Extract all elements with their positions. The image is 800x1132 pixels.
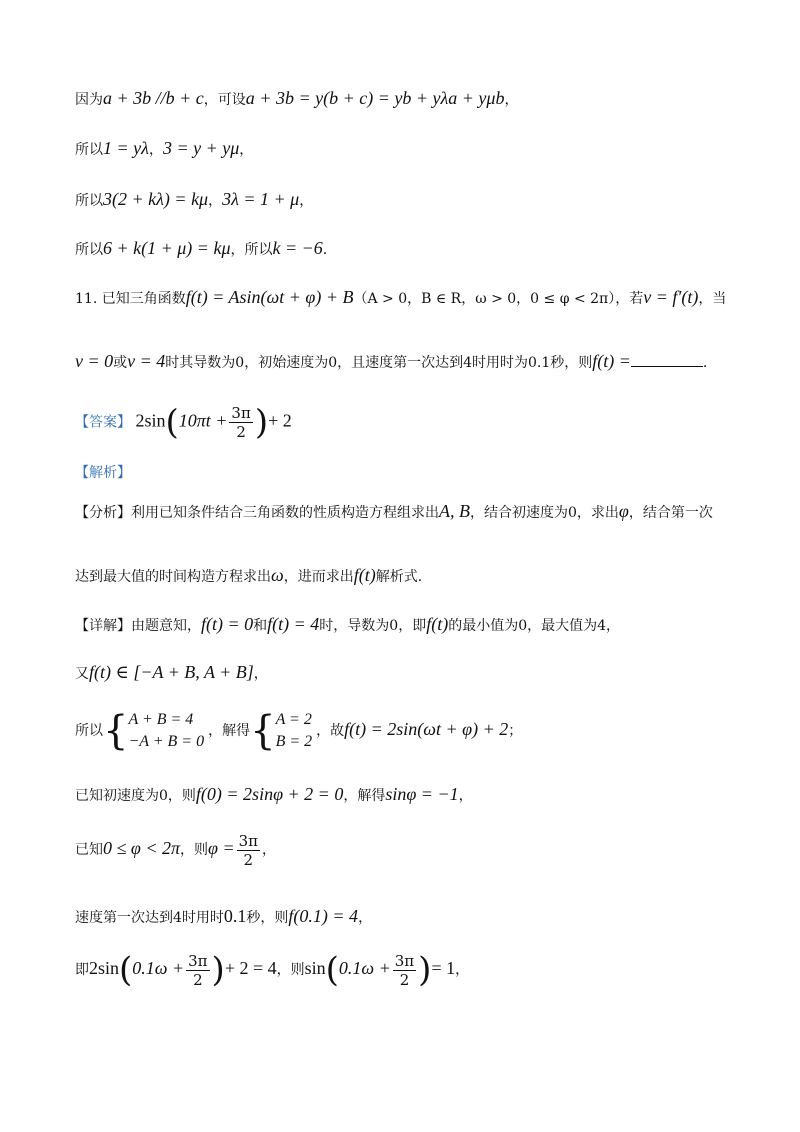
answer-tag: 【答案】: [75, 414, 131, 431]
math-expression: 3 = y + yμ: [162, 138, 240, 158]
text: ，故: [316, 723, 345, 739]
text: .: [322, 242, 328, 258]
math-expression: f(0.1) = 4: [288, 906, 359, 926]
math-expression: + 2 = 4: [224, 958, 277, 978]
text: 达到最大值的时间构造方程求出: [75, 569, 271, 585]
question-11-line-2: [75, 349, 707, 375]
text: 或: [113, 355, 128, 371]
math-expression: φ =: [208, 838, 235, 858]
text-line: [75, 236, 327, 262]
fraction-denominator: 2: [399, 970, 410, 989]
math-expression: 10πt +: [178, 410, 228, 431]
text: 解析式.: [375, 569, 423, 585]
math-expression: f(t) = 4: [267, 614, 320, 634]
right-paren: ): [418, 950, 432, 990]
math-expression: f(t) = 2sin(ωt + φ) + 2: [344, 719, 509, 739]
fraction: [393, 952, 416, 989]
text: ，进而求出: [283, 569, 354, 585]
math-expression: 6 + k(1 + μ) = kμ: [103, 238, 231, 258]
left-brace: {: [103, 708, 129, 754]
text: 利用已知条件结合三角函数的性质构造方程组求出: [131, 505, 439, 521]
math-expression: f(t): [426, 614, 449, 634]
equation: A + B = 4: [128, 711, 194, 728]
text: 所以: [75, 242, 103, 258]
math-expression: f(t) ∈ [−A + B, A + B]: [89, 662, 254, 682]
fraction-numerator: 3π: [231, 404, 251, 422]
left-paren: (: [165, 402, 179, 443]
math-expression: φ: [618, 501, 629, 521]
right-paren: ): [211, 950, 225, 990]
text: 秒，则: [246, 910, 289, 926]
fraction-denominator: 2: [193, 970, 203, 989]
math-expression: ω: [271, 565, 284, 585]
math-expression: 2sin: [135, 410, 166, 431]
text: ，: [455, 962, 470, 978]
math-expression: sin: [304, 958, 326, 978]
math-expression: A, B: [439, 501, 470, 521]
text: ，: [148, 142, 163, 158]
text: 又: [75, 666, 89, 682]
math-expression: 0.1ω +: [338, 958, 391, 978]
text: ，: [504, 92, 519, 108]
text: ，: [239, 142, 254, 158]
math-expression: f(t) =: [592, 351, 631, 371]
fenxi-line-1: [75, 499, 713, 525]
text-line: [75, 86, 518, 112]
text: 的最小值为0，最大值为4，: [448, 618, 621, 634]
math-expression: a + 3b //b + c: [103, 88, 204, 108]
text: ，: [208, 193, 223, 209]
equation: −A + B = 0: [128, 733, 205, 750]
math-expression: 3(2 + kλ) = kμ: [103, 189, 209, 209]
text: ，所以: [230, 242, 273, 258]
detail-line: [75, 612, 620, 638]
math-expression: 2sin: [89, 958, 120, 978]
text: ，结合初速度为0，求出: [470, 505, 619, 521]
left-paren: (: [325, 950, 339, 990]
text: 所以: [75, 193, 103, 209]
fraction-numerator: 3π: [394, 951, 415, 970]
math-expression: v = 4: [127, 351, 166, 371]
text: 由题意知，: [131, 618, 201, 634]
text: ，解得: [343, 788, 386, 804]
math-expression: 0 ≤ φ < 2π: [103, 838, 181, 858]
analysis-tag: 【解析】: [75, 465, 131, 481]
text: 速度第一次达到4时用时: [75, 910, 224, 926]
text: ，: [358, 910, 373, 926]
text: ，当: [698, 291, 727, 307]
text-line: [75, 904, 372, 930]
text: ，则: [276, 962, 305, 978]
math-expression: k = −6: [272, 238, 323, 258]
text: ，: [262, 842, 277, 858]
text: ；: [508, 723, 523, 739]
math-expression: f(t) = Asin(ωt + φ) + B: [185, 287, 354, 307]
fenxi-line-2: [75, 563, 422, 589]
right-paren: ): [254, 402, 269, 443]
equation-system: [276, 709, 313, 753]
text: 和: [253, 618, 268, 634]
question-number: 11. 已知三角函数: [75, 291, 186, 307]
fraction: [237, 832, 260, 869]
text: 所以: [75, 142, 103, 158]
text: 时其导数为0，初始速度为0，且速度第一次达到4时用时为0.1秒，则: [165, 355, 593, 371]
system-line: [75, 707, 522, 753]
text-line: [75, 136, 253, 162]
detail-tag: 【详解】: [75, 618, 131, 634]
text: .: [702, 355, 708, 371]
math-expression: 1 = yλ: [103, 138, 149, 158]
text-line: [75, 782, 473, 808]
math-expression: f(0) = 2sinφ + 2 = 0: [195, 784, 344, 804]
fraction: [229, 404, 252, 441]
question-11-line-1: [75, 285, 726, 311]
math-expression: + 2: [268, 410, 292, 431]
text: 时，导数为0，即: [319, 618, 427, 634]
equation: B = 2: [275, 733, 313, 750]
fraction: [186, 952, 209, 989]
fraction-denominator: 2: [236, 423, 246, 441]
analysis-line: [75, 461, 131, 485]
text: ，可设: [203, 92, 246, 108]
equation-system: [128, 709, 204, 753]
answer-line: [75, 404, 292, 441]
text: 已知初速度为0，则: [75, 788, 196, 804]
text: 即: [75, 962, 89, 978]
text: ，: [253, 666, 268, 682]
text: 已知: [75, 842, 103, 858]
text-line: [75, 828, 276, 870]
math-expression: 0.1: [223, 906, 247, 926]
math-expression: f(t) = 0: [201, 614, 254, 634]
text: 因为: [75, 92, 103, 108]
answer-blank: [631, 352, 703, 367]
equation: A = 2: [275, 711, 312, 728]
fraction-denominator: 2: [243, 850, 254, 869]
text: 所以: [75, 723, 103, 739]
left-paren: (: [119, 950, 133, 990]
left-brace: {: [250, 708, 276, 754]
text-line: [75, 946, 469, 992]
math-expression: f(t): [353, 565, 376, 585]
math-expression: 0.1ω +: [132, 958, 185, 978]
text: ，: [299, 193, 314, 209]
text: ，: [458, 788, 473, 804]
text: ，解得: [208, 723, 251, 739]
math-expression: = 1: [431, 958, 456, 978]
math-expression: sinφ = −1: [385, 784, 459, 804]
text: （A > 0，B ∈ R，ω > 0，0 ≤ φ < 2π），若: [353, 291, 644, 307]
fraction-numerator: 3π: [238, 831, 259, 850]
math-expression: v = f′(t): [643, 287, 699, 307]
text: ，结合第一次: [628, 505, 713, 521]
text-line: [75, 187, 313, 213]
math-expression: a + 3b = y(b + c) = yb + yλa + yμb: [245, 88, 505, 108]
math-expression: v = 0: [75, 351, 114, 371]
text: ，则: [180, 842, 209, 858]
text-line: [75, 660, 268, 686]
math-expression: 3λ = 1 + μ: [222, 189, 300, 209]
fraction-numerator: 3π: [188, 951, 208, 970]
fenxi-tag: 【分析】: [75, 505, 131, 521]
